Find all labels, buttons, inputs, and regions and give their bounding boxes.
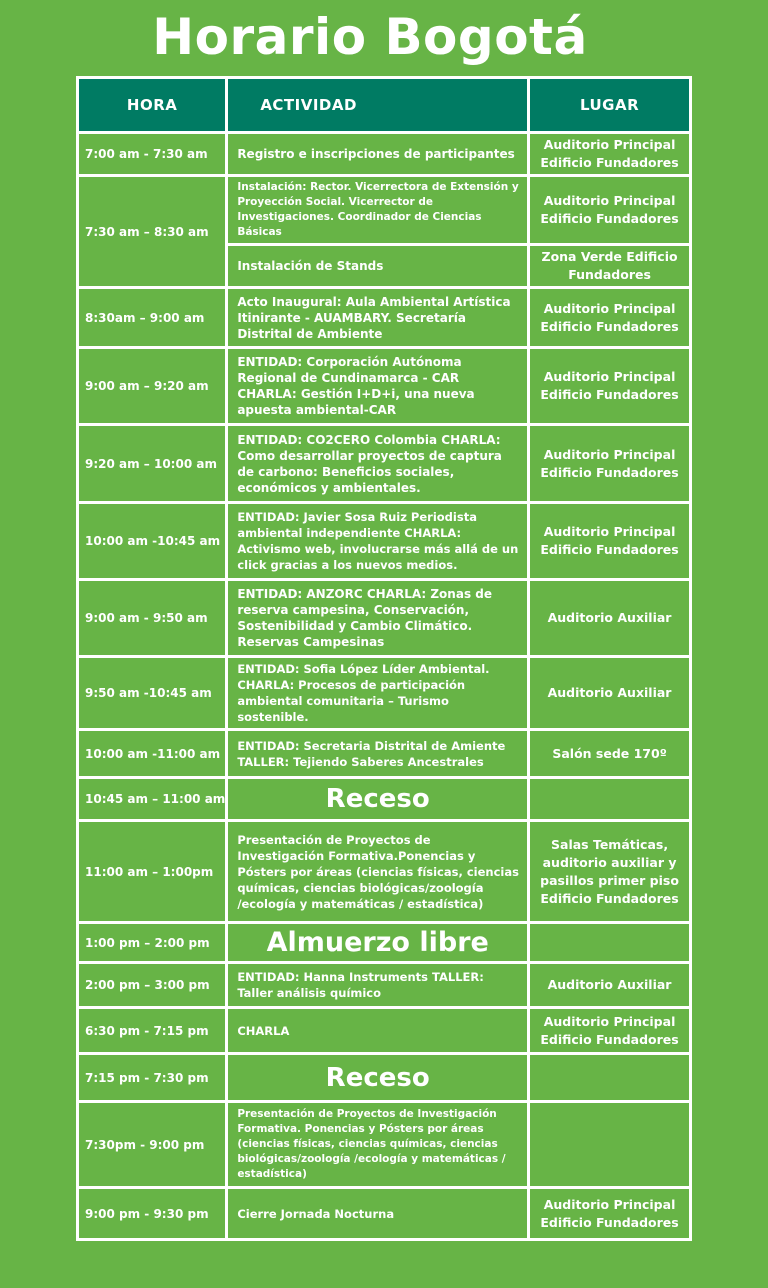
row-time: 9:50 am -10:45 am: [78, 657, 227, 730]
row-activity: Presentación de Proyectos de Investigación Formativa. Ponencias y Pósters por áreas (ciencias físicas, ciencias químicas, ciencias biológicas/zoología /ecología y matemáticas / estadística): [227, 1102, 529, 1188]
row-place: Auditorio Auxiliar: [529, 657, 691, 730]
row-time: 9:00 am - 9:50 am: [78, 580, 227, 657]
row-place: Auditorio Auxiliar: [529, 580, 691, 657]
row-place: [529, 1054, 691, 1102]
row-activity: ENTIDAD: Hanna Instruments TALLER: Taller análisis químico: [227, 963, 529, 1008]
row-place: [529, 923, 691, 963]
row-time: 10:45 am – 11:00 am: [78, 778, 227, 821]
row-activity: ENTIDAD: Javier Sosa Ruiz Periodista ambiental independiente CHARLA: Activismo web, involucrarse más allá de un click gracias a los nuevos medios.: [227, 503, 529, 580]
row-place: Zona Verde Edificio Fundadores: [529, 245, 691, 288]
column-header-lugar: LUGAR: [529, 78, 691, 133]
row-place: Auditorio Principal Edificio Fundadores: [529, 176, 691, 245]
table-row: [78, 288, 691, 348]
table-row: [78, 133, 691, 176]
row-activity: Instalación de Stands: [227, 245, 529, 288]
row-activity-break: Receso: [227, 1054, 529, 1102]
row-activity: ENTIDAD: CO2CERO Colombia CHARLA: Como desarrollar proyectos de captura de carbono: Beneficios sociales, económicos y ambientales.: [227, 425, 529, 503]
row-time: 7:15 pm - 7:30 pm: [78, 1054, 227, 1102]
row-place: [529, 1102, 691, 1188]
row-activity: CHARLA: [227, 1008, 529, 1054]
table-row: [78, 348, 691, 425]
row-place: [529, 778, 691, 821]
column-header-hora: HORA: [78, 78, 227, 133]
row-activity: Presentación de Proyectos de Investigación Formativa.Ponencias y Pósters por áreas (ciencias físicas, ciencias químicas, ciencias biológicas/zoología /ecología y matemáticas / estadística): [227, 821, 529, 923]
row-time: 10:00 am -10:45 am: [78, 503, 227, 580]
row-activity: ENTIDAD: Sofia López Líder Ambiental. CHARLA: Procesos de participación ambiental comunitaria – Turismo sostenible.: [227, 657, 529, 730]
header-row: [78, 78, 691, 133]
row-activity: ENTIDAD: Corporación Autónoma Regional de Cundinamarca - CAR CHARLA: Gestión I+D+i, una nueva apuesta ambiental-CAR: [227, 348, 529, 425]
table-row: [78, 503, 691, 580]
column-header-actividad: ACTIVIDAD: [227, 78, 529, 133]
table-row: [78, 821, 691, 923]
table-row: [78, 1102, 691, 1188]
row-place: Auditorio Principal Edificio Fundadores: [529, 1008, 691, 1054]
table-row: [78, 778, 691, 821]
row-place: Salas Temáticas, auditorio auxiliar y pasillos primer piso Edificio Fundadores: [529, 821, 691, 923]
table-row: [78, 657, 691, 730]
row-time: 8:30am – 9:00 am: [78, 288, 227, 348]
row-place: Auditorio Principal Edificio Fundadores: [529, 348, 691, 425]
row-time: 10:00 am -11:00 am: [78, 730, 227, 778]
row-activity: ENTIDAD: ANZORC CHARLA: Zonas de reserva campesina, Conservación, Sostenibilidad y Cambio Climático. Reservas Campesinas: [227, 580, 529, 657]
table-row: [78, 580, 691, 657]
row-time: 7:00 am - 7:30 am: [78, 133, 227, 176]
row-place: Auditorio Auxiliar: [529, 963, 691, 1008]
table-row: [78, 963, 691, 1008]
table-row: [78, 923, 691, 963]
row-place: Auditorio Principal Edificio Fundadores: [529, 503, 691, 580]
row-activity: Cierre Jornada Nocturna: [227, 1188, 529, 1240]
row-time: 7:30pm - 9:00 pm: [78, 1102, 227, 1188]
row-place: Auditorio Principal Edificio Fundadores: [529, 133, 691, 176]
row-activity: Instalación: Rector. Vicerrectora de Extensión y Proyección Social. Vicerrector de Investigaciones. Coordinador de Ciencias Básicas: [227, 176, 529, 245]
table-row: [78, 1008, 691, 1054]
row-place: Auditorio Principal Edificio Fundadores: [529, 1188, 691, 1240]
row-time: 11:00 am – 1:00pm: [78, 821, 227, 923]
row-time: 2:00 pm – 3:00 pm: [78, 963, 227, 1008]
row-place: Auditorio Principal Edificio Fundadores: [529, 425, 691, 503]
table-row: [78, 1054, 691, 1102]
table-row: [78, 425, 691, 503]
row-time: 7:30 am – 8:30 am: [78, 176, 227, 288]
row-place: Auditorio Principal Edificio Fundadores: [529, 288, 691, 348]
schedule-table: [76, 76, 692, 1241]
table-row: [78, 730, 691, 778]
row-time: 9:20 am – 10:00 am: [78, 425, 227, 503]
row-time: 6:30 pm - 7:15 pm: [78, 1008, 227, 1054]
row-activity: Registro e inscripciones de participantes: [227, 133, 529, 176]
row-activity: ENTIDAD: Secretaria Distrital de Amiente TALLER: Tejiendo Saberes Ancestrales: [227, 730, 529, 778]
row-time: 1:00 pm – 2:00 pm: [78, 923, 227, 963]
row-time: 9:00 pm - 9:30 pm: [78, 1188, 227, 1240]
row-place: Salón sede 170º: [529, 730, 691, 778]
row-activity: Acto Inaugural: Aula Ambiental Artística Itinirante - AUAMBARY. Secretaría Distrital de Ambiente: [227, 288, 529, 348]
row-activity-lunch: Almuerzo libre: [227, 923, 529, 963]
table-row: [78, 176, 691, 245]
row-activity-break: Receso: [227, 778, 529, 821]
row-time: 9:00 am – 9:20 am: [78, 348, 227, 425]
page-title: Horario Bogotá: [152, 8, 588, 66]
table-row: [78, 1188, 691, 1240]
